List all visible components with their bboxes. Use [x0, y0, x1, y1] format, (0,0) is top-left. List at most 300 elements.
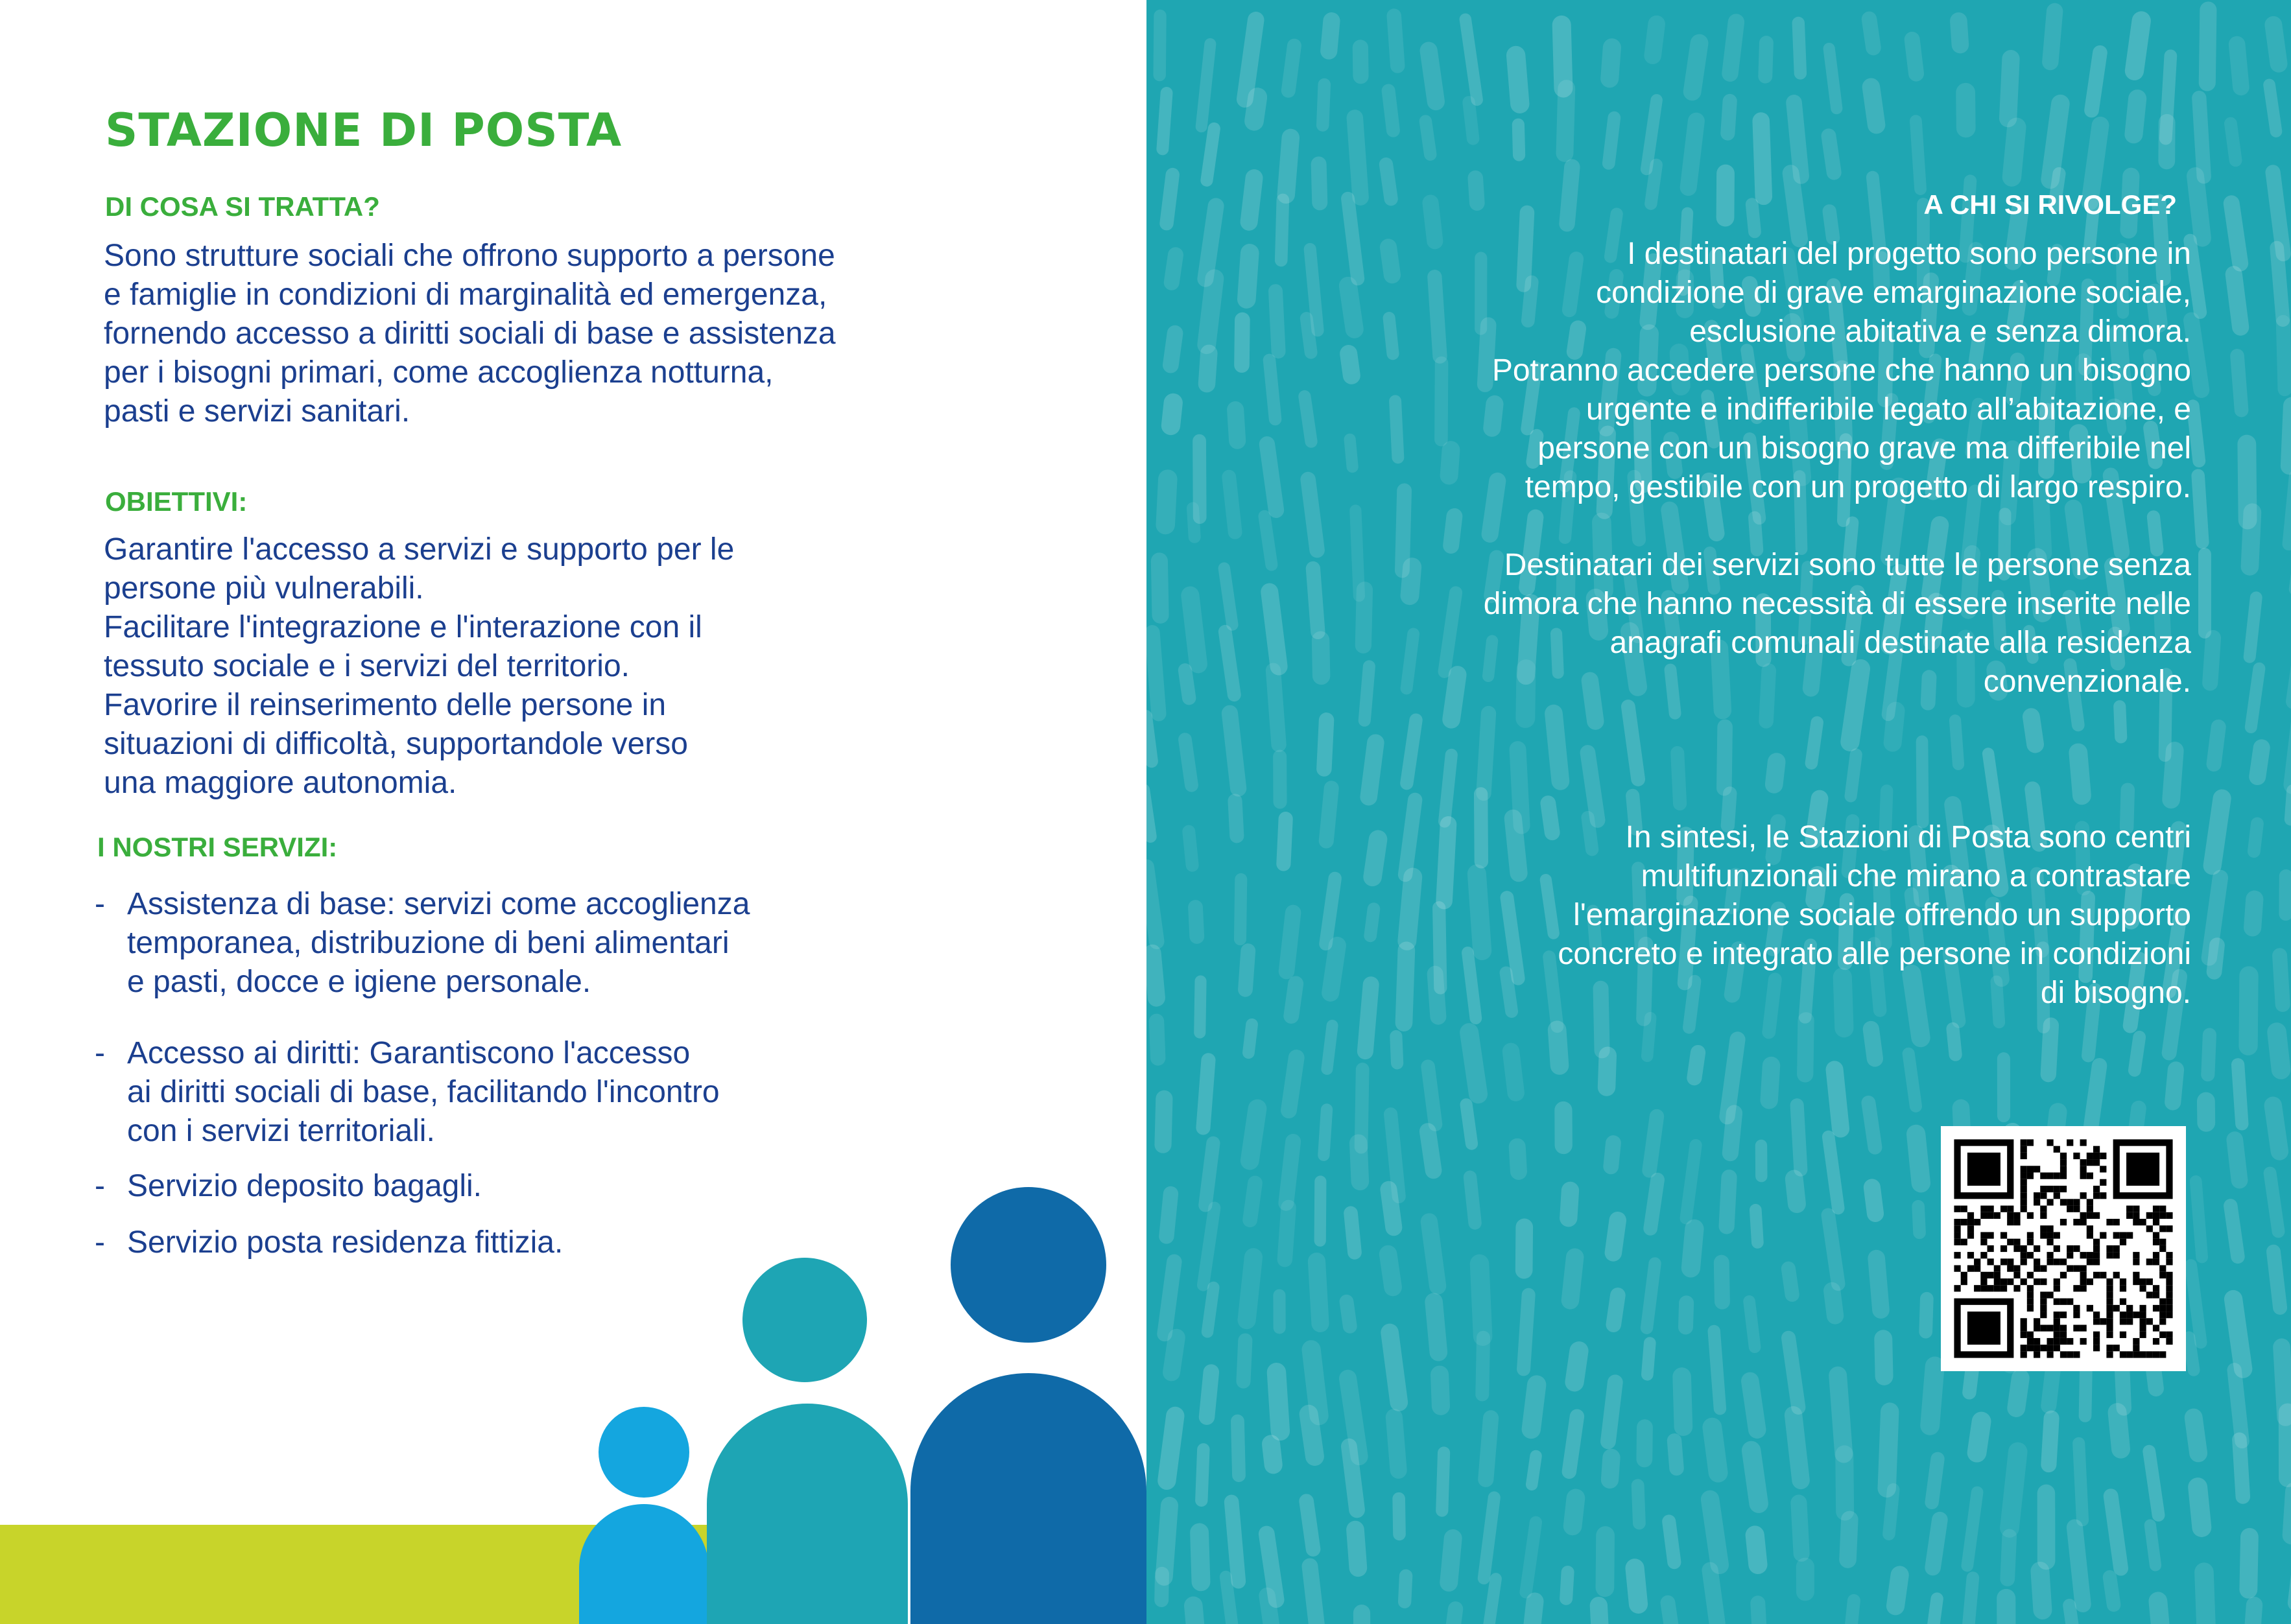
pattern-dash	[1797, 1012, 1814, 1083]
qr-module	[2021, 1206, 2027, 1212]
pattern-dash	[1276, 128, 1300, 205]
qr-module	[2166, 1225, 2172, 1232]
pattern-dash	[1636, 1419, 1653, 1467]
pattern-dash	[1281, 38, 1303, 99]
qr-module	[2080, 1219, 2087, 1225]
pattern-dash	[1195, 38, 1217, 133]
pattern-dash	[1395, 941, 1416, 1032]
pattern-dash	[2148, 1591, 2173, 1624]
text-line: Destinatari dei servizi sono tutte le persone senza	[1504, 548, 2191, 582]
pattern-dash	[2224, 265, 2250, 337]
pattern-dash	[2124, 10, 2152, 82]
pattern-dash	[2262, 78, 2283, 138]
pattern-dash	[2082, 1057, 2107, 1135]
pattern-dash	[1924, 1451, 1945, 1510]
text-line: Assistenza di base: servizi come accoglienza	[127, 887, 750, 921]
bullet-dash: -	[95, 887, 105, 921]
qr-module	[2060, 1159, 2067, 1166]
qr-module	[2106, 1252, 2113, 1258]
qr-module	[2067, 1338, 2073, 1345]
pattern-dash	[1595, 1526, 1615, 1597]
pattern-dash	[1475, 1331, 1490, 1402]
qr-module	[1980, 1272, 1987, 1278]
qr-module	[2040, 1186, 2047, 1192]
pattern-dash	[1338, 344, 1361, 385]
pattern-dash	[1346, 1520, 1368, 1577]
qr-module	[1967, 1212, 1974, 1219]
pattern-dash	[1198, 1363, 1220, 1426]
pattern-dash	[1631, 1479, 1646, 1530]
qr-module	[2159, 1272, 2166, 1278]
pattern-dash	[1547, 1020, 1569, 1075]
qr-module	[2087, 1206, 2093, 1212]
qr-module	[1994, 1278, 2000, 1285]
pattern-dash	[1640, 1256, 1662, 1335]
qr-module	[2113, 1219, 2120, 1225]
pattern-dash	[1903, 31, 1925, 82]
qr-module	[2060, 1351, 2067, 1358]
pattern-dash	[1316, 712, 1335, 777]
qr-module	[2087, 1232, 2093, 1238]
qr-module	[2159, 1245, 2166, 1252]
qr-module	[2047, 1338, 2053, 1345]
qr-module	[2146, 1225, 2153, 1232]
pattern-dash	[2276, 315, 2291, 397]
pattern-dash	[1760, 1056, 1781, 1109]
pattern-dash	[1381, 83, 1401, 137]
pattern-dash	[2198, 548, 2211, 639]
pattern-dash	[2187, 1477, 2213, 1538]
qr-module	[2133, 1252, 2139, 1258]
pattern-dash	[2158, 114, 2175, 170]
qr-module	[2007, 1212, 2013, 1219]
pattern-dash	[1562, 1488, 1586, 1536]
qr-module	[2060, 1166, 2067, 1172]
qr-module	[2133, 1312, 2139, 1318]
text-line: e famiglie in condizioni di marginalità ed emergenza,	[104, 277, 827, 312]
pattern-dash	[1218, 624, 1242, 703]
pattern-dash	[1477, 1409, 1499, 1488]
qr-module	[2093, 1153, 2100, 1159]
qr-module	[2067, 1206, 2073, 1212]
pattern-dash	[1419, 41, 1446, 112]
text-line: per i bisogni primari, come accoglienza notturna,	[104, 355, 774, 390]
qr-module	[2060, 1312, 2067, 1318]
pattern-dash	[1300, 471, 1325, 558]
pattern-dash	[1560, 1247, 1585, 1310]
pattern-dash	[2248, 738, 2272, 786]
pattern-dash	[1196, 1053, 1217, 1136]
qr-module	[2126, 1212, 2133, 1219]
qr-module	[1961, 1278, 1967, 1285]
pattern-dash	[1686, 1044, 1707, 1086]
pattern-dash	[1160, 392, 1183, 436]
pattern-dash	[1682, 33, 1709, 102]
qr-module	[2133, 1345, 2139, 1351]
pattern-dash	[1749, 1203, 1764, 1249]
qr-module	[2040, 1305, 2047, 1312]
pattern-dash	[1385, 1408, 1408, 1479]
pattern-dash	[2285, 640, 2291, 710]
pattern-dash	[1353, 40, 1369, 84]
qr-module	[2100, 1179, 2106, 1186]
qr-module	[2067, 1265, 2073, 1272]
pattern-dash	[1357, 976, 1380, 1060]
qr-code[interactable]	[1941, 1126, 2186, 1371]
qr-module	[2047, 1252, 2053, 1258]
text-line: Accesso ai diritti: Garantiscono l'accesso	[127, 1036, 691, 1070]
pattern-dash	[1146, 944, 1166, 1007]
pattern-dash	[1258, 435, 1285, 519]
qr-code-icon	[1941, 1126, 2186, 1371]
qr-module	[2034, 1351, 2040, 1358]
qr-module	[1988, 1258, 1994, 1265]
qr-module	[2093, 1258, 2100, 1265]
pattern-dash	[1151, 552, 1169, 624]
pattern-dash	[1742, 1295, 1761, 1354]
pattern-dash	[1196, 1201, 1222, 1292]
pattern-dash	[1311, 156, 1327, 211]
pattern-dash	[1999, 1441, 2028, 1538]
qr-module	[2073, 1351, 2080, 1358]
qr-module	[2021, 1199, 2027, 1205]
text-line: pasti e servizi sanitari.	[104, 394, 410, 429]
qr-module	[2060, 1199, 2067, 1205]
bullet-dash: -	[95, 1169, 105, 1203]
qr-module	[2113, 1252, 2120, 1258]
qr-module	[2034, 1338, 2040, 1345]
qr-module	[2153, 1305, 2159, 1312]
qr-module	[1961, 1239, 1967, 1245]
qr-module	[2073, 1199, 2080, 1205]
text-line: Favorire il reinserimento delle persone in	[104, 688, 667, 722]
pattern-dash	[1198, 344, 1218, 394]
pattern-dash	[2183, 1407, 2209, 1463]
qr-module	[2087, 1252, 2093, 1258]
qr-module	[2159, 1305, 2166, 1312]
pattern-dash	[1257, 510, 1278, 572]
qr-module	[2054, 1324, 2060, 1331]
pattern-dash	[2272, 948, 2290, 1013]
text-line: Garantire l'accesso a servizi e supporto per le	[104, 532, 735, 567]
pattern-dash	[1823, 42, 1844, 115]
qr-module	[1988, 1232, 1994, 1238]
pattern-dash	[1681, 1219, 1705, 1278]
qr-module	[2021, 1345, 2027, 1351]
qr-module	[2021, 1153, 2027, 1159]
qr-module	[2021, 1245, 2027, 1252]
pattern-dash	[1949, 12, 1969, 54]
pattern-dash	[1236, 1333, 1253, 1389]
pattern-dash	[1188, 900, 1205, 945]
qr-module	[2040, 1291, 2047, 1298]
pattern-dash	[1346, 109, 1370, 206]
qr-module	[2054, 1345, 2060, 1351]
qr-module	[2021, 1324, 2027, 1331]
qr-module	[1954, 1219, 1960, 1225]
pattern-dash	[1418, 114, 1437, 161]
qr-module	[2080, 1272, 2087, 1278]
qr-module	[1974, 1219, 1980, 1225]
qr-module	[2087, 1173, 2093, 1179]
qr-module	[1961, 1219, 1967, 1225]
pattern-dash	[1516, 1288, 1536, 1376]
qr-module	[2027, 1272, 2034, 1278]
qr-module	[2080, 1139, 2087, 1146]
pattern-dash	[1867, 1249, 1890, 1319]
pattern-dash	[1512, 118, 1526, 161]
qr-module	[2054, 1312, 2060, 1318]
qr-module	[2093, 1245, 2100, 1252]
qr-module	[2087, 1212, 2093, 1219]
pattern-dash	[1159, 167, 1180, 231]
qr-module	[2106, 1285, 2113, 1291]
qr-module	[2054, 1146, 2060, 1153]
pattern-dash	[1960, 1485, 1984, 1572]
qr-module	[2093, 1212, 2100, 1219]
qr-module	[2120, 1299, 2126, 1305]
pattern-dash	[1554, 1101, 1573, 1154]
qr-module	[2040, 1212, 2047, 1219]
services-heading: I NOSTRI SERVIZI:	[97, 832, 338, 862]
qr-module	[2021, 1179, 2027, 1186]
qr-module	[2054, 1192, 2060, 1199]
pattern-dash	[1344, 433, 1359, 473]
qr-module	[2060, 1173, 2067, 1179]
qr-module	[2159, 1351, 2166, 1358]
large-person-body	[910, 1373, 1146, 1624]
qr-module	[2153, 1291, 2159, 1298]
pattern-dash	[1181, 825, 1199, 873]
pattern-dash	[1877, 1402, 1899, 1498]
pattern-dash	[2231, 1058, 2249, 1131]
qr-module	[2040, 1173, 2047, 1179]
pattern-dash	[1515, 1218, 1534, 1278]
qr-module	[2153, 1252, 2159, 1258]
pattern-dash	[1154, 1090, 1173, 1153]
pattern-dash	[1740, 1440, 1770, 1514]
pattern-dash	[1921, 1592, 1944, 1624]
pattern-dash	[2041, 3, 2063, 71]
qr-module	[2021, 1252, 2027, 1258]
pattern-dash	[1670, 746, 1687, 810]
residence-paragraph	[1484, 546, 2191, 701]
qr-module	[2093, 1345, 2100, 1351]
pattern-dash	[1718, 1170, 1737, 1235]
pattern-dash	[2037, 1485, 2056, 1570]
pattern-dash	[1559, 1181, 1580, 1227]
qr-module	[2120, 1351, 2126, 1358]
pattern-dash	[1359, 733, 1385, 806]
pattern-dash	[2266, 1244, 2288, 1316]
qr-module	[2106, 1351, 2113, 1358]
qr-module	[2040, 1345, 2047, 1351]
pattern-dash	[1237, 243, 1260, 309]
pattern-dash	[2243, 591, 2263, 663]
text-line: temporanea, distribuzione di beni alimentari	[127, 926, 730, 960]
pattern-dash	[1912, 1200, 1926, 1240]
pattern-dash	[1239, 1098, 1268, 1171]
pattern-dash	[1820, 1207, 1846, 1291]
qr-module	[2047, 1258, 2053, 1265]
pattern-dash	[2238, 966, 2258, 1055]
pattern-dash	[1194, 975, 1207, 1039]
pattern-dash	[1146, 624, 1167, 722]
qr-module	[2073, 1206, 2080, 1212]
qr-module	[2060, 1324, 2067, 1331]
pattern-dash	[2202, 788, 2233, 877]
qr-module	[2120, 1239, 2126, 1245]
qr-module	[2040, 1278, 2047, 1285]
qr-module	[2027, 1252, 2034, 1258]
qr-module	[2034, 1166, 2040, 1172]
qr-module	[2159, 1239, 2166, 1245]
right-panel	[1146, 0, 2291, 1624]
qr-module	[2027, 1139, 2034, 1146]
pattern-dash	[1467, 170, 1486, 211]
pattern-dash	[1146, 858, 1165, 950]
text-line: Facilitare l'integrazione e l'interazione con il	[104, 610, 702, 644]
qr-module	[2054, 1318, 2060, 1324]
text-line: Sono strutture sociali che offrono supporto a persone	[104, 239, 835, 273]
pattern-dash	[2283, 714, 2291, 795]
qr-module	[2093, 1146, 2100, 1153]
qr-module	[2087, 1305, 2093, 1312]
qr-module	[2060, 1338, 2067, 1345]
large-person-head	[951, 1187, 1106, 1343]
qr-module	[2106, 1305, 2113, 1312]
qr-module	[2054, 1232, 2060, 1238]
text-line: persone più vulnerabili.	[104, 571, 424, 606]
qr-module	[2073, 1312, 2080, 1318]
qr-module	[2087, 1159, 2093, 1166]
pattern-dash	[1641, 1337, 1656, 1382]
qr-finder-center	[2126, 1153, 2159, 1186]
pattern-dash	[1221, 704, 1248, 797]
qr-module	[2021, 1258, 2027, 1265]
pattern-dash	[1661, 1514, 1682, 1570]
pattern-dash	[1217, 561, 1239, 631]
pattern-dash	[1999, 49, 2020, 128]
qr-module	[2166, 1212, 2172, 1219]
qr-module	[2034, 1278, 2040, 1285]
pattern-dash	[1228, 794, 1244, 843]
pattern-dash	[1178, 732, 1200, 793]
pattern-dash	[1338, 1294, 1358, 1335]
pattern-dash	[1835, 1445, 1854, 1520]
pattern-dash	[1276, 812, 1293, 872]
text-line: convenzionale.	[1983, 665, 2191, 699]
pattern-dash	[1237, 943, 1256, 998]
qr-module	[2166, 1332, 2172, 1338]
qr-module	[2040, 1232, 2047, 1238]
pattern-dash	[1860, 10, 1882, 56]
qr-module	[2139, 1351, 2146, 1358]
qr-module	[2113, 1305, 2120, 1312]
qr-module	[2027, 1345, 2034, 1351]
qr-module	[2106, 1219, 2113, 1225]
pattern-dash	[1418, 1122, 1443, 1180]
pattern-dash	[1320, 12, 1341, 60]
pattern-dash	[1602, 1135, 1622, 1175]
pattern-dash	[1156, 1253, 1183, 1342]
qr-module	[2021, 1139, 2027, 1146]
middle-person-head	[742, 1258, 867, 1382]
pattern-dash	[1353, 1605, 1371, 1624]
qr-module	[2027, 1239, 2034, 1245]
pattern-dash	[1839, 1511, 1858, 1568]
qr-module	[2047, 1139, 2053, 1146]
qr-module	[2047, 1186, 2053, 1192]
qr-module	[2093, 1338, 2100, 1345]
qr-module	[1988, 1245, 1994, 1252]
qr-module	[2166, 1312, 2172, 1318]
pattern-dash	[1707, 1324, 1727, 1415]
qr-module	[2159, 1318, 2166, 1324]
qr-module	[2073, 1324, 2080, 1331]
pattern-dash	[1961, 1571, 1980, 1624]
pattern-dash	[1153, 10, 1166, 82]
text-line: Servizio posta residenza fittizia.	[127, 1225, 564, 1260]
pattern-dash	[1263, 353, 1282, 426]
qr-module	[2166, 1278, 2172, 1285]
pattern-dash	[1501, 1042, 1525, 1102]
qr-module	[2040, 1265, 2047, 1272]
pattern-dash	[1804, 716, 1824, 771]
qr-module	[2060, 1219, 2067, 1225]
qr-module	[2000, 1245, 2007, 1252]
text-line: concreto e integrato alle persone in condizioni	[1558, 937, 2191, 971]
qr-module	[1974, 1265, 1980, 1272]
qr-module	[2021, 1186, 2027, 1192]
pattern-dash	[2244, 662, 2266, 735]
text-line: condizione di grave emarginazione sociale,	[1596, 276, 2191, 310]
pattern-dash	[1277, 904, 1301, 980]
pattern-dash	[2226, 1131, 2249, 1190]
pattern-dash	[2240, 503, 2262, 576]
qr-module	[2093, 1192, 2100, 1199]
pattern-dash	[2194, 1562, 2217, 1624]
qr-module	[2087, 1278, 2093, 1285]
pattern-dash	[1156, 86, 1173, 156]
qr-module	[2153, 1285, 2159, 1291]
pattern-dash	[1997, 1589, 2016, 1624]
qr-module	[1988, 1272, 1994, 1278]
pattern-dash	[1275, 193, 1290, 266]
pattern-dash	[2228, 35, 2250, 96]
qr-module	[2139, 1332, 2146, 1338]
pattern-dash	[1419, 1212, 1447, 1296]
pattern-dash	[2222, 194, 2249, 273]
qr-module	[2146, 1212, 2153, 1219]
qr-module	[2080, 1324, 2087, 1331]
pattern-dash	[1605, 1287, 1626, 1334]
text-line: e pasti, docce e igiene personale.	[127, 965, 591, 999]
pattern-dash	[1862, 1178, 1884, 1223]
pattern-dash	[1427, 269, 1448, 364]
pattern-dash	[1399, 712, 1423, 791]
pattern-dash	[2223, 1198, 2246, 1265]
pattern-dash	[1643, 14, 1667, 65]
qr-module	[2146, 1278, 2153, 1285]
pattern-dash	[1752, 112, 1772, 206]
qr-module	[1954, 1225, 1960, 1232]
pattern-dash	[2144, 1518, 2163, 1571]
qr-module	[2146, 1351, 2153, 1358]
pattern-dash	[1860, 1095, 1883, 1156]
small-person-body	[579, 1504, 709, 1624]
pattern-dash	[1283, 975, 1305, 1025]
